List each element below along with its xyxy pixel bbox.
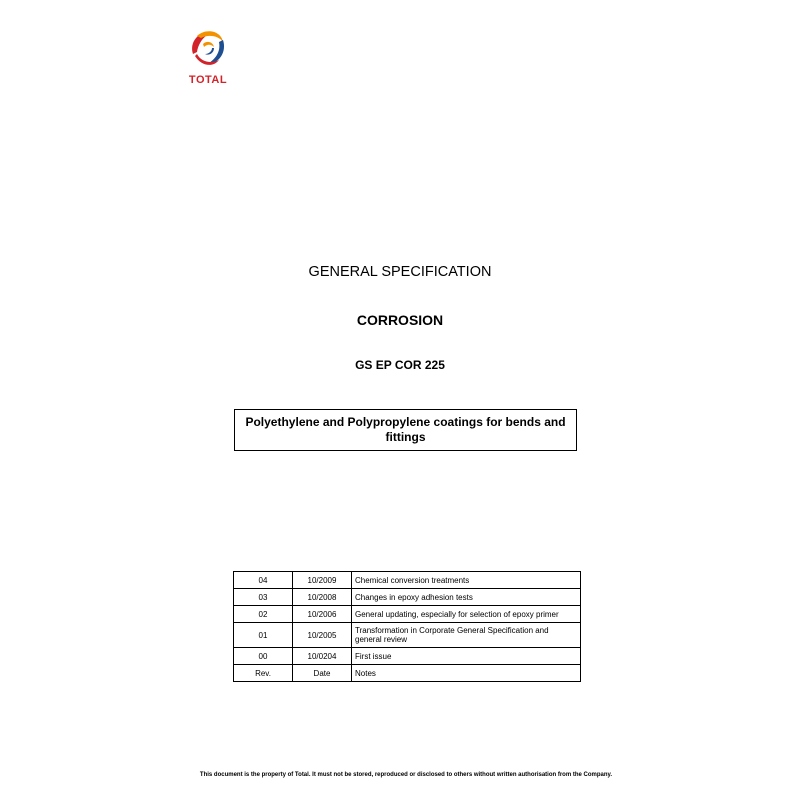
rev-column-header: Rev.: [234, 665, 293, 682]
rev-cell: 04: [234, 572, 293, 589]
notes-cell: First issue: [352, 648, 581, 665]
rev-cell: 02: [234, 606, 293, 623]
notes-cell: Changes in epoxy adhesion tests: [352, 589, 581, 606]
table-row: [234, 589, 581, 606]
discipline-heading: CORROSION: [356, 312, 444, 328]
date-cell: 10/2005: [293, 623, 352, 648]
date-cell: 10/2008: [293, 589, 352, 606]
table-row: [234, 623, 581, 648]
table-row: [234, 572, 581, 589]
notes-column-header: Notes: [352, 665, 581, 682]
logo-wordmark: TOTAL: [188, 74, 228, 86]
total-logo-icon: [183, 24, 233, 74]
rev-cell: 03: [234, 589, 293, 606]
document-title: Polyethylene and Polypropylene coatings for bends and fittings: [245, 415, 566, 444]
notes-cell: Transformation in Corporate General Specification and general review: [352, 623, 581, 648]
table-row: [234, 648, 581, 665]
table-header-row: [234, 665, 581, 682]
date-column-header: Date: [293, 665, 352, 682]
rev-cell: 00: [234, 648, 293, 665]
document-title-box: [234, 409, 577, 451]
notes-cell: General updating, especially for selection of epoxy primer: [352, 606, 581, 623]
company-logo: [183, 24, 233, 88]
revision-table: [233, 571, 581, 682]
document-type: GENERAL SPECIFICATION: [308, 264, 492, 280]
date-cell: 10/0204: [293, 648, 352, 665]
rev-cell: 01: [234, 623, 293, 648]
date-cell: 10/2006: [293, 606, 352, 623]
table-row: [234, 606, 581, 623]
date-cell: 10/2009: [293, 572, 352, 589]
notes-cell: Chemical conversion treatments: [352, 572, 581, 589]
document-reference: GS EP COR 225: [355, 358, 445, 372]
confidentiality-notice: This document is the property of Total. It must not be stored, reproduced or disclosed to others without written authorisation from the Company.: [199, 772, 613, 778]
